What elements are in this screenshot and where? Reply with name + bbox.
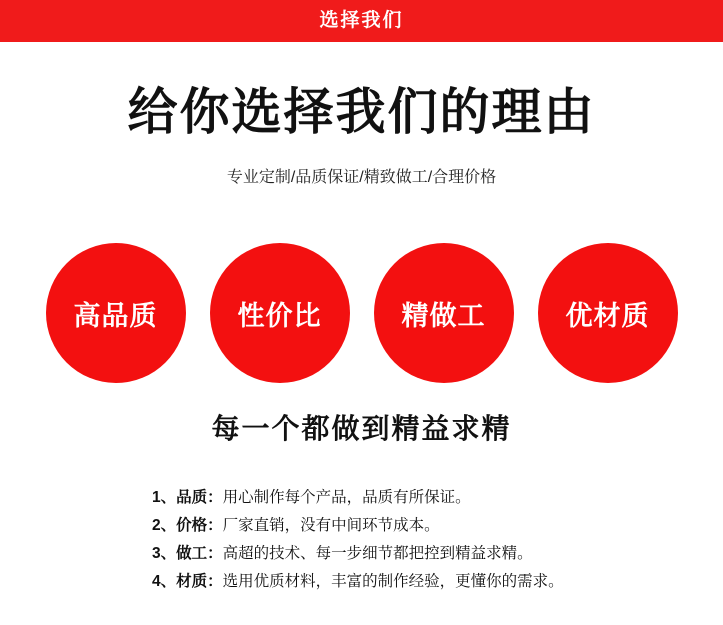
page-title: 给你选择我们的理由 (127, 84, 596, 140)
list-item-key: 品质： (176, 489, 223, 506)
list-item-text: 选用优质材料，丰富的制作经验，更懂你的需求。 (222, 573, 564, 590)
feature-circle: 精做工 (374, 243, 514, 383)
list-item-text: 用心制作每个产品，品质有所保证。 (222, 489, 471, 506)
page-subtitle: 专业定制/品质保证/精致做工/合理价格 (226, 169, 497, 186)
list-item-key: 做工： (176, 545, 223, 562)
list-item-key: 价格： (176, 517, 223, 534)
list-item-key: 材质： (176, 573, 223, 590)
list-item (152, 540, 632, 568)
list-item-number: 4、 (152, 573, 177, 590)
reasons-list (152, 484, 632, 596)
feature-circles (0, 243, 723, 383)
list-item (152, 568, 632, 596)
banner-title: 选择我们 (319, 10, 404, 31)
list-item (152, 512, 632, 540)
feature-circle: 优材质 (538, 243, 678, 383)
list-item (152, 484, 632, 512)
slogan-text: 每一个都做到精益求精 (211, 413, 512, 444)
feature-circle: 高品质 (46, 243, 186, 383)
top-banner (0, 0, 723, 42)
feature-circle: 性价比 (210, 243, 350, 383)
list-item-number: 3、 (152, 545, 177, 562)
list-item-text: 厂家直销，没有中间环节成本。 (222, 517, 440, 534)
list-item-number: 2、 (152, 517, 177, 534)
list-item-number: 1、 (152, 489, 177, 506)
list-item-text: 高超的技术、每一步细节都把控到精益求精。 (222, 545, 533, 562)
